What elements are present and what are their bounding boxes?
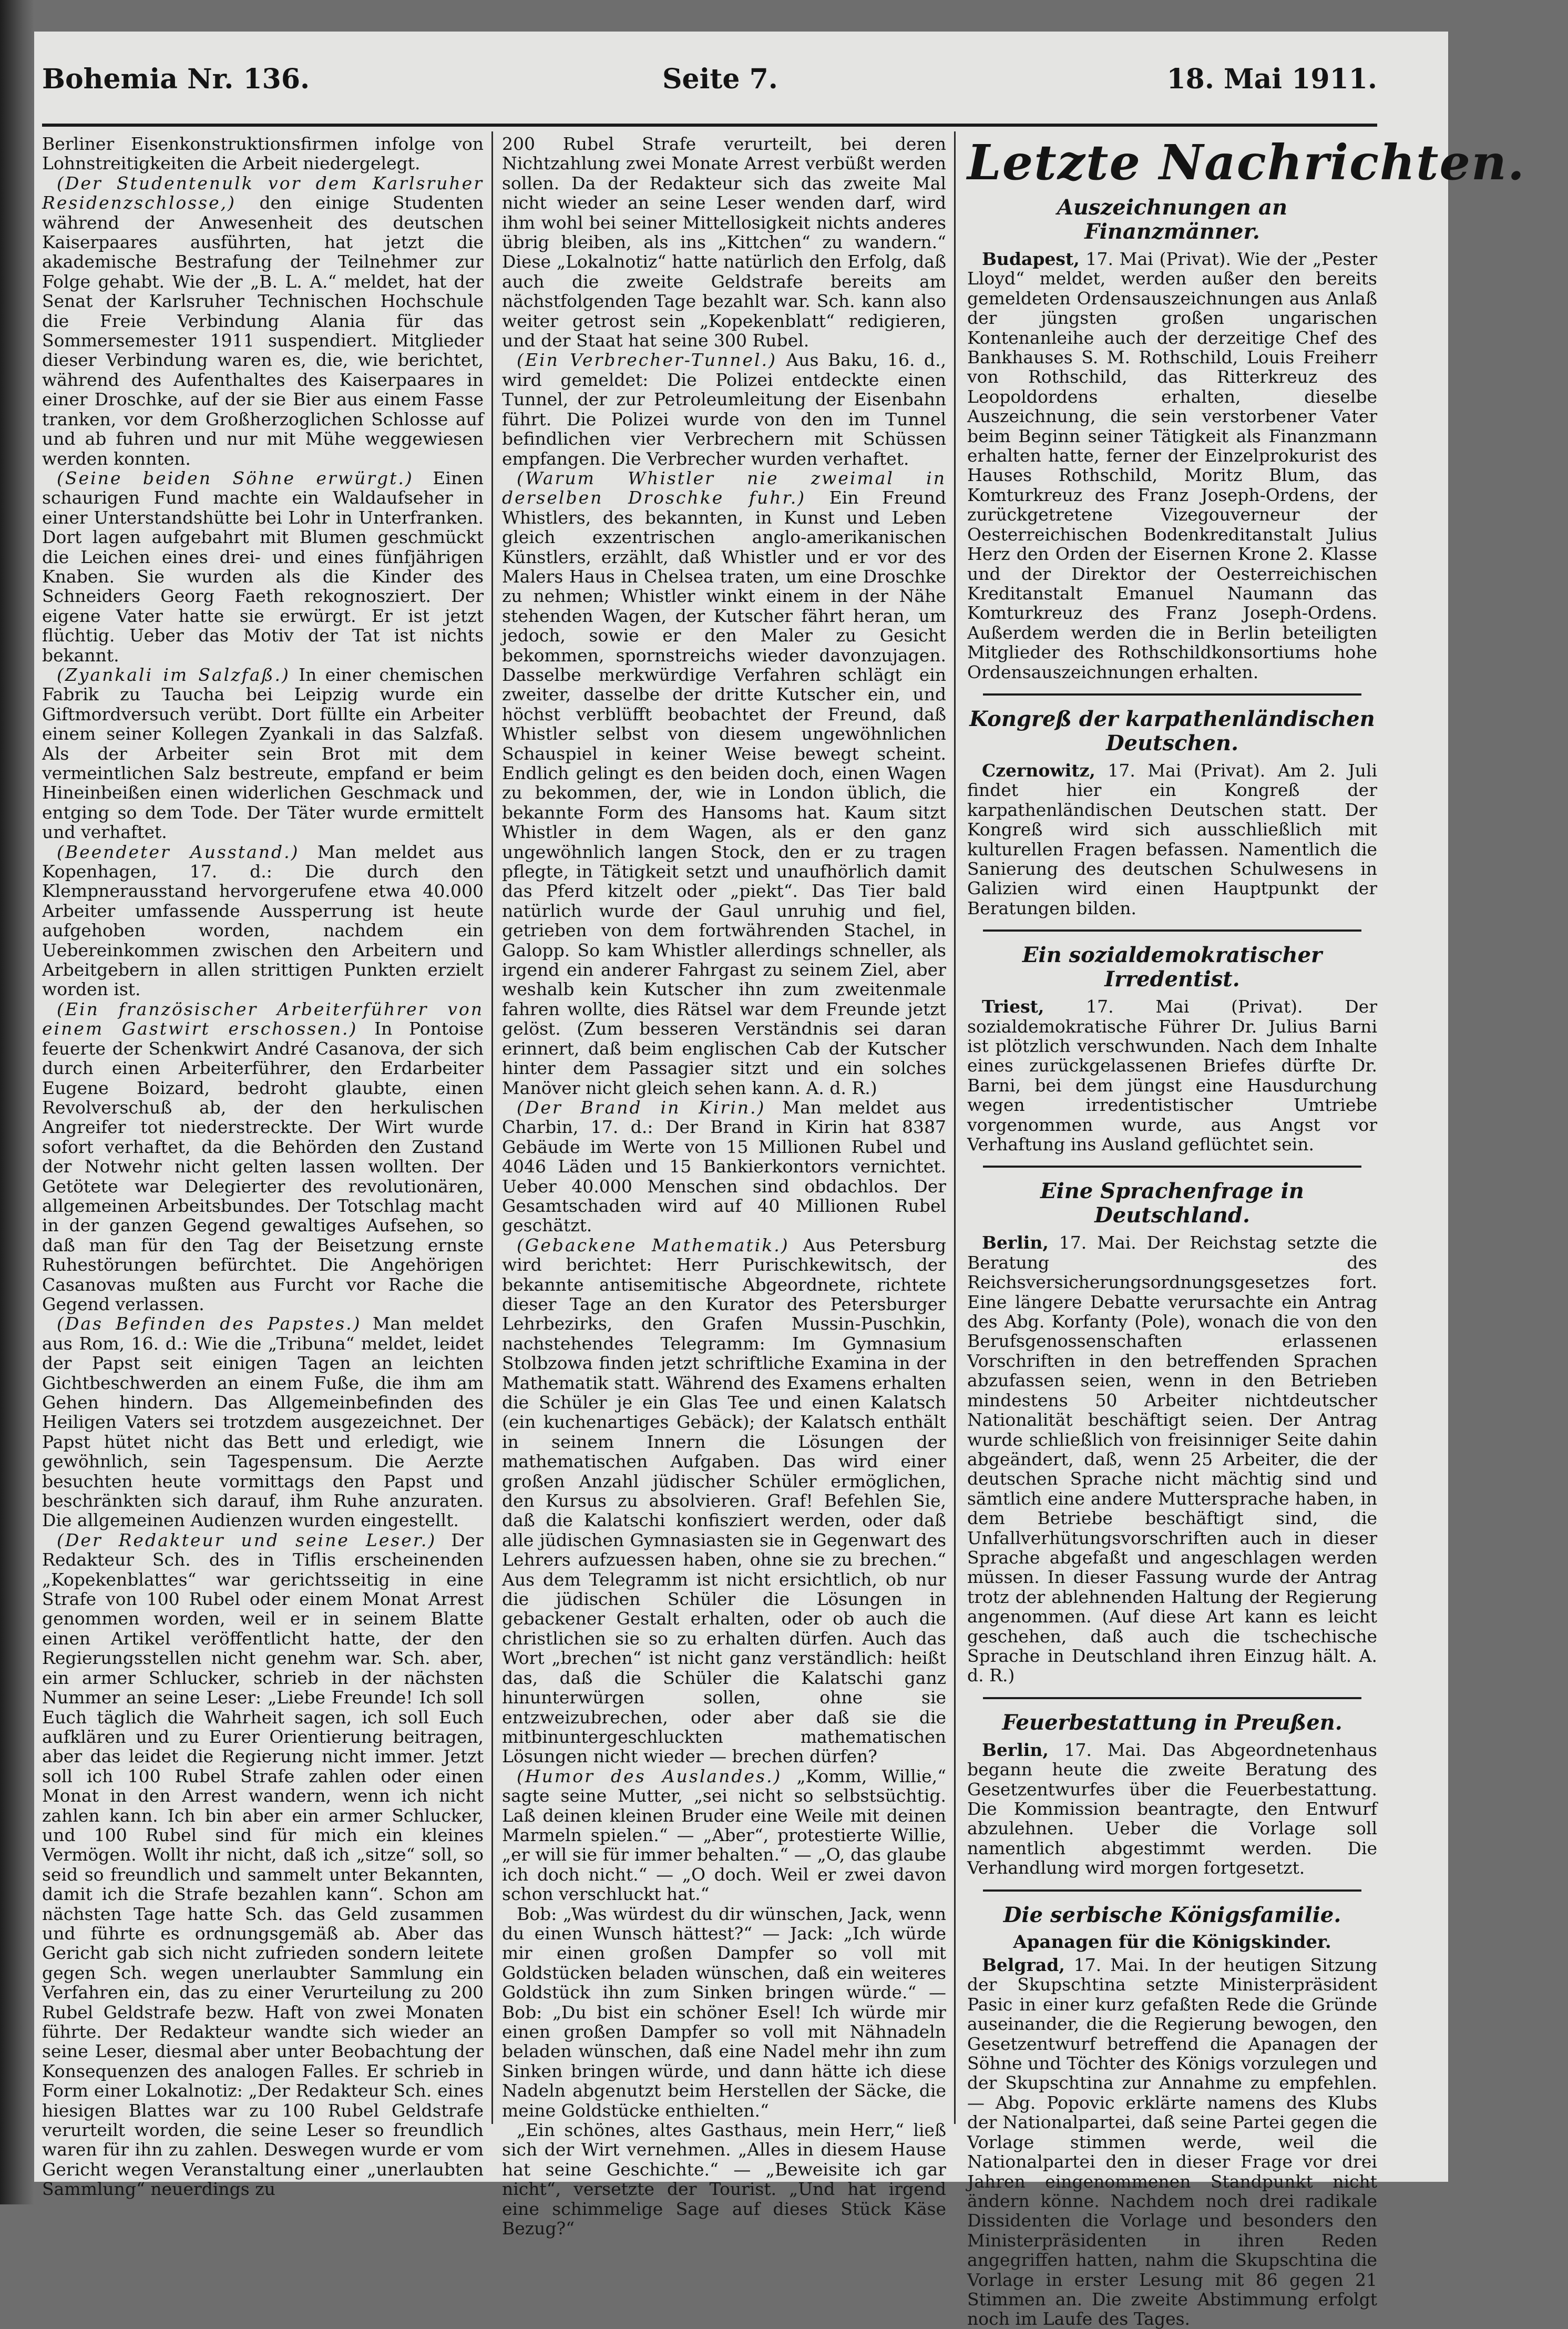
- article: [502, 468, 946, 1098]
- news-item: [967, 761, 1377, 918]
- article-text: Aus Petersburg wird berichtet: Herr Purischkewitsch, der bekannte antisemitische Abgeordnete, richtete dieser Tage an den Kurator des Petersburger Lehrbezirks, den Grafen Mussin-Puschkin, nachstehendes Telegramm: Im Gymnasium Stolbzowa finden jetzt schriftliche Examina in der Mathematik statt. Während des Examens erhalten die Schüler je ein Glas Tee und einen Kalatsch (ein kuchenartiges Gebäck); der Kalatsch enthält in seinem Innern die Lösungen der mathematischen Aufgaben. Das wird einer großen Anzahl jüdischer Schüler ermöglichen, den Kursus zu absolvieren. Graf! Befehlen Sie, daß die Kalatschi konfisziert werden, oder daß alle jüdischen Gymnasiasten sie in Gegenwart des Lehrers aufzuessen haben, ohne sie zu brechen.“ Aus dem Telegramm ist nicht ersichtlich, ob nur die jüdischen Schüler die Lösungen in gebackener Gestalt erhalten, oder ob auch die christlichen sie so zu erhalten dürfen. Auch das Wort „brechen“ ist nicht ganz verständlich: heißt das, daß die Schüler die Kalatschi ganz hinunterwürgen sollen, ohne sie entzweizubrechen, oder aber daß sie die mitbinuntergeschluckten mathematischen Lösungen nicht wieder — brechen dürfen?: [502, 1234, 947, 1767]
- news-item: [967, 1955, 1377, 2329]
- news-item: [967, 1740, 1377, 1878]
- article-kicker: (Beendeter Ausstand.): [57, 841, 300, 862]
- dateline: Berlin,: [982, 1232, 1049, 1253]
- article: [42, 1314, 484, 1530]
- column-rule-2: [954, 131, 956, 2124]
- article: [42, 999, 484, 1314]
- article-text: Einen schaurigen Fund machte ein Waldaufseher in einer Unterstandshütte bei Lohr in Unterfranken. Dort lagen aufgebahrt mit Blumen geschmückt die Leichen eines drei- und eines fünfjährigen Knaben. Sie wurden als die Kinder des Schneiders Georg Faeth rekognosziert. Der eigene Vater hatte sie erwürgt. Er ist jetzt flüchtig. Ueber das Motiv der Tat ist nichts bekannt.: [42, 467, 484, 666]
- article-kicker: (Humor des Auslandes.): [517, 1765, 782, 1786]
- article-kicker: (Der Studentenulk vor dem Karlsruher Residenzschlosse,): [42, 172, 484, 213]
- article: [42, 173, 484, 468]
- article-kicker: (Gebackene Mathematik.): [517, 1234, 790, 1255]
- news-text: 17. Mai. Der Reichstag setzte die Beratung des Reichsversicherungsordnungsgesetzes fort. Eine längere Debatte verursachte ein Antrag des Abg. Korfanty (Pole), wonach die von den Berufsgenossenschaften erlassenen Vorschriften in den betreffenden Sprachen abzufassen seien, wenn in den Betrieben mindestens 50 Arbeiter nichtdeutscher Nationalität beschäftigt seien. Der Antrag wurde schließlich von freisinniger Seite dahin abgeändert, daß, wenn 25 Arbeiter, die der deutschen Sprache nicht mächtig sind und sämtlich eine andere Muttersprache haben, in dem Betriebe beschäftigt sind, die Unfallverhütungsvorschriften auch in dieser Sprache abgefaßt und angeschlagen werden müssen. In dieser Fassung wurde der Antrag trotz der ablehnenden Haltung der Regierung angenommen. (Auf diese Art kann es leicht geschehen, daß auch die tschechische Sprache in Deutschland ihren Einzug hält. A. d. R.): [967, 1232, 1377, 1686]
- article: [502, 350, 946, 468]
- article-kicker: (Der Redakteur und seine Leser.): [57, 1529, 437, 1550]
- article-text: Bob: „Was würdest du dir wünschen, Jack, wenn du einen Wunsch hättest?“ — Jack: „Ich würde mir einen großen Dampfer so voll mit Goldstücken beladen wünschen, daß ein weiteres Goldstück ihn zum Sinken bringen würde.“ — Bob: „Du bist ein schöner Esel! Ich würde mir einen großen Dampfer so voll mit Nähnadeln beladen wünschen, daß eine Nadel mehr ihn zum Sinken bringen würde, und dann hätte ich diese Nadeln abgenutzt beim Herstellen der Säcke, die meine Goldstücke enthielten.“: [502, 1903, 946, 2121]
- header-rule: [42, 124, 1377, 127]
- article-kicker: (Seine beiden Söhne erwürgt.): [57, 467, 414, 488]
- dateline: Czernowitz,: [982, 760, 1095, 781]
- news-item: [967, 249, 1377, 682]
- article-kicker: (Das Befinden des Papstes.): [57, 1313, 362, 1334]
- page-number: Seite 7.: [662, 63, 778, 95]
- article-text: Berliner Eisenkonstruktionsfirmen infolge von Lohnstreitigkeiten die Arbeit niedergelegt.: [42, 134, 484, 174]
- article-text: 200 Rubel Strafe verurteilt, bei deren Nichtzahlung zwei Monate Arrest verbüßt werden sollen. Da der Redakteur sich das zweite Mal nicht wieder an seine Leser wenden darf, wird ihm wohl bei seiner Mittellosigkeit nichts anderes übrig bleiben, als ins „Kittchen“ zu wandern.“ Diese „Lokalnotiz“ hatte natürlich den Erfolg, daß auch die zweite Geldstrafe bereits am nächstfolgenden Tage bezahlt war. Sch. kann also weiter getrost sein „Kopekenblatt“ redigieren, und der Staat hat seine 300 Rubel.: [502, 134, 946, 351]
- article-kicker: (Warum Whistler nie zweimal in derselben Droschke fuhr.): [502, 467, 946, 508]
- news-headline: Eine Sprachenfrage in Deutschland.: [1040, 1179, 1304, 1228]
- article-text: den einige Studenten während der Anwesenheit des deutschen Kaiserpaares ausführten, hat jetzt die akademische Bestrafung der Teilnehmer zur Folge gehabt. Wie der „B. L. A.“ meldet, hat der Senat der Karlsruher Technischen Hochschule die Freie Verbindung Alania für das Sommersemester 1911 suspendiert. Mitglieder dieser Verbindung waren es, die, wie berichtet, während des Aufenthaltes des Kaiserpaares in einer Droschke, auf der sie Bier aus einem Fasse tranken, vor dem Großherzoglichen Schlosse auf und ab fuhren und nur mit Mühe weggewiesen werden konnten.: [42, 192, 484, 469]
- article-kicker: (Der Brand in Kirin.): [517, 1097, 766, 1118]
- article-kicker: (Ein französischer Arbeiterführer von einem Gastwirt erschossen.): [42, 998, 484, 1039]
- news-headline: Die serbische Königsfamilie.: [1003, 1902, 1341, 1927]
- news-text: 17. Mai. Das Abgeordnetenhaus begann heute die zweite Beratung des Gesetzentwurfes über die Feuerbestattung. Die Kommission beantragte, den Entwurf abzulehnen. Ueber die Vorlage soll namentlich abgestimmt werden. Die Verhandlung wird morgen fortgesetzt.: [967, 1739, 1377, 1878]
- news-text: 17. Mai (Privat). Am 2. Juli findet hier ein Kongreß der karpathenländischen Deutschen statt. Der Kongreß wird sich ausschließlich mit kulturellen Fragen befassen. Namentlich die Sanierung des deutschen Schulwesens in Galizien wird einen Hauptpunkt der Beratungen bilden.: [967, 760, 1377, 918]
- article: [502, 1235, 946, 1766]
- section-divider: [983, 1889, 1361, 1892]
- article-text: Man meldet aus Rom, 16. d.: Wie die „Tribuna“ meldet, leidet der Papst seit einigen Tagen an leichten Gichtbeschwerden an einem Fuße, die ihm am Gehen hindern. Das Allgemeinbefinden des Heiligen Vaters sei trotzdem ausgezeichnet. Der Papst hütet nicht das Bett und erledigt, wie gewöhnlich, sein Tagespensum. Die Aerzte besuchten heute vormittags den Papst und beschränkten sich darauf, ihm Ruhe anzuraten. Die allgemeinen Audienzen wurden eingestellt.: [42, 1313, 484, 1531]
- section-divider: [983, 1166, 1361, 1168]
- dateline: Triest,: [982, 996, 1044, 1017]
- news-headline: Ein sozialdemokratischer Irredentist.: [1022, 943, 1323, 992]
- article: [502, 1766, 946, 1904]
- dateline: Budapest,: [982, 249, 1080, 269]
- section-divider: [983, 1697, 1361, 1699]
- article-text: „Komm, Willie,“ sagte seine Mutter, „sei nicht so selbstsüchtig. Laß deinen kleinen Bruder eine Weile mit deinen Marmeln spielen.“ — „Aber“, protestierte Willie, „er will sie für immer behalten.“ — „O, das glaube ich doch nicht.“ — „O doch. Weil er zwei davon schon verschluckt hat.“: [502, 1765, 946, 1905]
- article: [502, 1098, 946, 1235]
- column-rule-1: [491, 131, 493, 2124]
- news-headline: Feuerbestattung in Preußen.: [1002, 1710, 1342, 1735]
- news-headline: Auszeichnungen an Finanzmänner.: [1057, 195, 1288, 244]
- article-text: „Ein schönes, altes Gasthaus, mein Herr,“ ließ sich der Wirt vernehmen. „Alles in diesem Hause hat seine Geschichte.“ — „Beweisite ich gar nicht“, versetzte der Tourist. „Und hat irgend eine schimmelige Sage auf dieses Stück Käse Bezug?“: [502, 2120, 946, 2239]
- column-3: [967, 189, 1377, 2329]
- section-divider: [983, 693, 1361, 696]
- article-text: Aus Baku, 16. d., wird gemeldet: Die Polizei entdeckte einen Tunnel, der zur Petroleumleitung der Eisenbahn führt. Die Polizei wurde von den im Tunnel befindlichen vier Verbrechern mit Schüssen empfangen. Die Verbrecher wurden verhaftet.: [502, 350, 946, 469]
- article: [42, 1530, 484, 2199]
- news-text: 17. Mai (Privat). Wie der „Pester Lloyd“ meldet, werden außer den bereits gemeldeten Ordensauszeichnungen aus Anlaß der jüngsten großen ungarischen Kontenanleihe auch der derzeitige Chef des Bankhauses S. M. Rothschild, Louis Freiherr von Rothschild, das Ritterkreuz des Leopoldordens erhalten, dieselbe Auszeichnung, die sein verstorbener Vater beim Beginn seiner Tätigkeit als Finanzmann erhalten hatte, ferner der Einzelprokurist des Hauses Rothschild, Moritz Blum, das Komturkreuz des Franz Joseph-Ordens, der zurückgetretene Vizegouverneur der Oesterreichischen Bodenkreditanstalt Julius Herz den Orden der Eisernen Krone 2. Klasse und der Direktor der Oesterreichischen Kreditanstalt Emanuel Naumann das Komturkreuz des Franz Joseph-Ordens. Außerdem werden die in Berlin beteiligten Mitglieder des Rothschildkonsortiums hohe Ordensauszeichnungen erhalten.: [967, 249, 1377, 682]
- dateline: Belgrad,: [982, 1955, 1065, 1976]
- dateline: Berlin,: [982, 1739, 1049, 1760]
- news-item: [967, 1233, 1377, 1685]
- article: [42, 468, 484, 665]
- column-1: [42, 134, 484, 2200]
- page-header: [42, 63, 1377, 105]
- news-subheadline: Apanagen für die Königskinder.: [1013, 1931, 1331, 1953]
- article-kicker: (Zyankali im Salzfaß.): [57, 664, 290, 685]
- column-2: [502, 134, 947, 2239]
- issue-date: 18. Mai 1911.: [1166, 63, 1377, 95]
- article-text: Der Redakteur Sch. des in Tiflis erscheinenden „Kopekenblattes“ war gerichtsseitig in eine Strafe von 100 Rubel oder einem Monat Arrest genommen worden, weil er in seinem Blatte einen Artikel veröffentlicht hatte, der den Regierungsstellen nicht genehm war. Sch. aber, ein armer Schlucker, schrieb in der nächsten Nummer an seine Leser: „Liebe Freunde! Ich soll Euch täglich die Wahrheit sagen, ich soll Euch aufklären und zu Eurer Orientierung beitragen, aber das leidet die Regierung nicht immer. Jetzt soll ich 100 Rubel Strafe zahlen oder einen Monat in den Arrest wandern, wenn ich nicht zahlen kann. Ich bin aber ein armer Schlucker, und 100 Rubel sind für mich ein kleines Vermögen. Wollt ihr nicht, daß ich „sitze“ soll, so seid so freundlich und sammelt unter Bekannten, damit ich die Strafe bezahlen kann“. Schon am nächsten Tage hatte Sch. das Geld zusammen und führte es ordnungsgemäß ab. Aber das Gericht gab sich nicht zufrieden sondern leitete gegen Sch. wegen unerlaubter Sammlung ein Verfahren ein, das zu einer Verurteilung zu 200 Rubel Geldstrafe bezw. Haft von zwei Monaten führte. Der Redakteur wandte sich wieder an seine Leser, diesmal aber unter Beobachtung der Konsequenzen des analogen Falles. Er schrieb in Form einer Lokalnotiz: „Der Redakteur Sch. eines hiesigen Blattes war zu 100 Rubel Geldstrafe verurteilt worden, die seine Leser so freundlich waren für ihn zu zahlen. Deswegen wurde er vom Gericht wegen Veranstaltung einer „unerlaubten Sammlung“ neuerdings zu: [42, 1529, 484, 2200]
- issue-number: Bohemia Nr. 136.: [42, 63, 310, 95]
- section-banner: Letzte Nachrichten.: [967, 134, 1525, 191]
- news-item: [967, 997, 1377, 1154]
- news-text: 17. Mai (Privat). Der sozialdemokratische Führer Dr. Julius Barni ist plötzlich verschwunden. Nach dem Inhalte eines zurückgelassenen Briefes dürfte Dr. Barni, bei dem jüngst eine Hausdurchung wegen irredentistischer Umtriebe vorgenommen wurde, aus Angst vor Verhaftung ins Ausland geflüchtet sein.: [967, 996, 1377, 1155]
- article-text: In Pontoise feuerte der Schenkwirt André Casanova, der sich durch einen Arbeiterführer, den Erdarbeiter Eugene Boizard, bedroht glaubte, einen Revolverschuß ab, der den herkulischen Angreifer tot niederstreckte. Der Wirt wurde sofort verhaftet, da die Behörden den Zustand der Notwehr nicht gelten lassen wollten. Der Getötete war Delegierter des revolutionären, allgemeinen Arbeitsbundes. Der Totschlag macht in der ganzen Gegend gewaltiges Aufsehen, so daß man für den Tag der Beisetzung ernste Ruhestörungen befürchtet. Die Angehörigen Casanovas mußten aus Furcht vor Rache die Gegend verlassen.: [42, 1018, 484, 1314]
- news-headline: Kongreß der karpathenländischen Deutschen.: [969, 706, 1375, 755]
- article-text: Man meldet aus Kopenhagen, 17. d.: Die durch den Klempnerausstand hervorgerufene etwa 40.000 Arbeiter umfassende Aussperrung ist heute aufgehoben worden, nachdem ein Uebereinkommen zwischen den Arbeitern und Arbeitgebern in allen strittigen Punkten erzielt worden ist.: [42, 841, 484, 1000]
- article-text: Ein Freund Whistlers, des bekannten, in Kunst und Leben gleich exzentrischen anglo-amerikanischen Künstlers, erzählt, daß Whistler und er vor des Malers Haus in Chelsea traten, um eine Droschke zu nehmen; Whistler winkt einem in der Nähe stehenden Wagen, der Kutscher fährt heran, um jedoch, sowie er den Maler zu Gesicht bekommen, spornstreichs wieder davonzujagen. Dasselbe merkwürdige Verfahren schlägt ein zweiter, dasselbe der dritte Kutscher ein, und höchst verblüfft beobachtet der Freund, daß Whistler selbst von diesem ungewöhnlichen Schauspiel in keiner Weise bewegt scheint. Endlich gelingt es den beiden doch, einen Wagen zu bekommen, der, wie in London üblich, die bekannte Form des Hansoms hat. Kaum sitzt Whistler in dem Wagen, als er den ganz ungewöhnlich langen Stock, den er zu tragen pflegte, in Tätigkeit setzt und unaufhörlich damit das Pferd kitzelt oder „piekt“. Das Tier bald natürlich wurde der Gaul unruhig und fiel, getrieben von dem fortwährenden Stachel, in Galopp. So kam Whistler allerdings schneller, als irgend ein anderer Fahrgast zu seinem Ziel, aber weshalb kein Kutscher ihn zum zweitenmale fahren wollte, dies Rätsel war dem Freunde jetzt gelöst. (Zum besseren Verständnis sei daran erinnert, daß beim englischen Cab der Kutscher hinter dem Passagier sitzt und ein solches Manöver nicht gleich sehen kann. A. d. R.): [502, 487, 946, 1098]
- article-text: In einer chemischen Fabrik zu Taucha bei Leipzig wurde ein Giftmordversuch verübt. Dort füllte ein Arbeiter einem seiner Kollegen Zyankali in das Salzfaß. Als der Arbeiter sein Brot mit dem vermeintlichen Salz bestreute, empfand er beim Hineinbeißen einen widerlichen Geschmack und entging so dem Tode. Der Täter wurde ermittelt und verhaftet.: [42, 664, 484, 843]
- section-divider: [983, 929, 1361, 932]
- article-kicker: (Ein Verbrecher-Tunnel.): [517, 350, 777, 371]
- news-text: 17. Mai. In der heutigen Sitzung der Skupschtina setzte Ministerpräsident Pasic in einer kurz gefaßten Rede die Gründe auseinander, die die Regierung bewogen, den Gesetzentwurf betreffend die Apanagen der Söhne und Töchter des Königs vorzulegen und der Skupschtina zur Annahme zu empfehlen. — Abg. Popovic erklärte namens des Klubs der Nationalpartei, daß seine Partei gegen die Vorlage stimmen werde, weil die Nationalpartei den in dieser Frage vor drei Jahren eingenommenen Standpunkt nicht ändern könne. Nachdem noch drei radikale Dissidenten die Vorlage und besonders den Ministerpräsidenten in ihren Reden angegriffen hatten, nahm die Skupschtina die Vorlage in erster Lesung mit 86 gegen 21 Stimmen an. Die zweite Abstimmung erfolgt noch im Laufe des Tages.: [967, 1955, 1377, 2329]
- article-text: Man meldet aus Charbin, 17. d.: Der Brand in Kirin hat 8387 Gebäude im Werte von 15 Millionen Rubel und 4046 Läden und 15 Bankierkontors vernichtet. Ueber 40.000 Menschen sind obdachlos. Der Gesamtschaden wird auf 40 Millionen Rubel geschätzt.: [502, 1097, 946, 1236]
- article: [42, 665, 484, 842]
- article: [42, 842, 484, 999]
